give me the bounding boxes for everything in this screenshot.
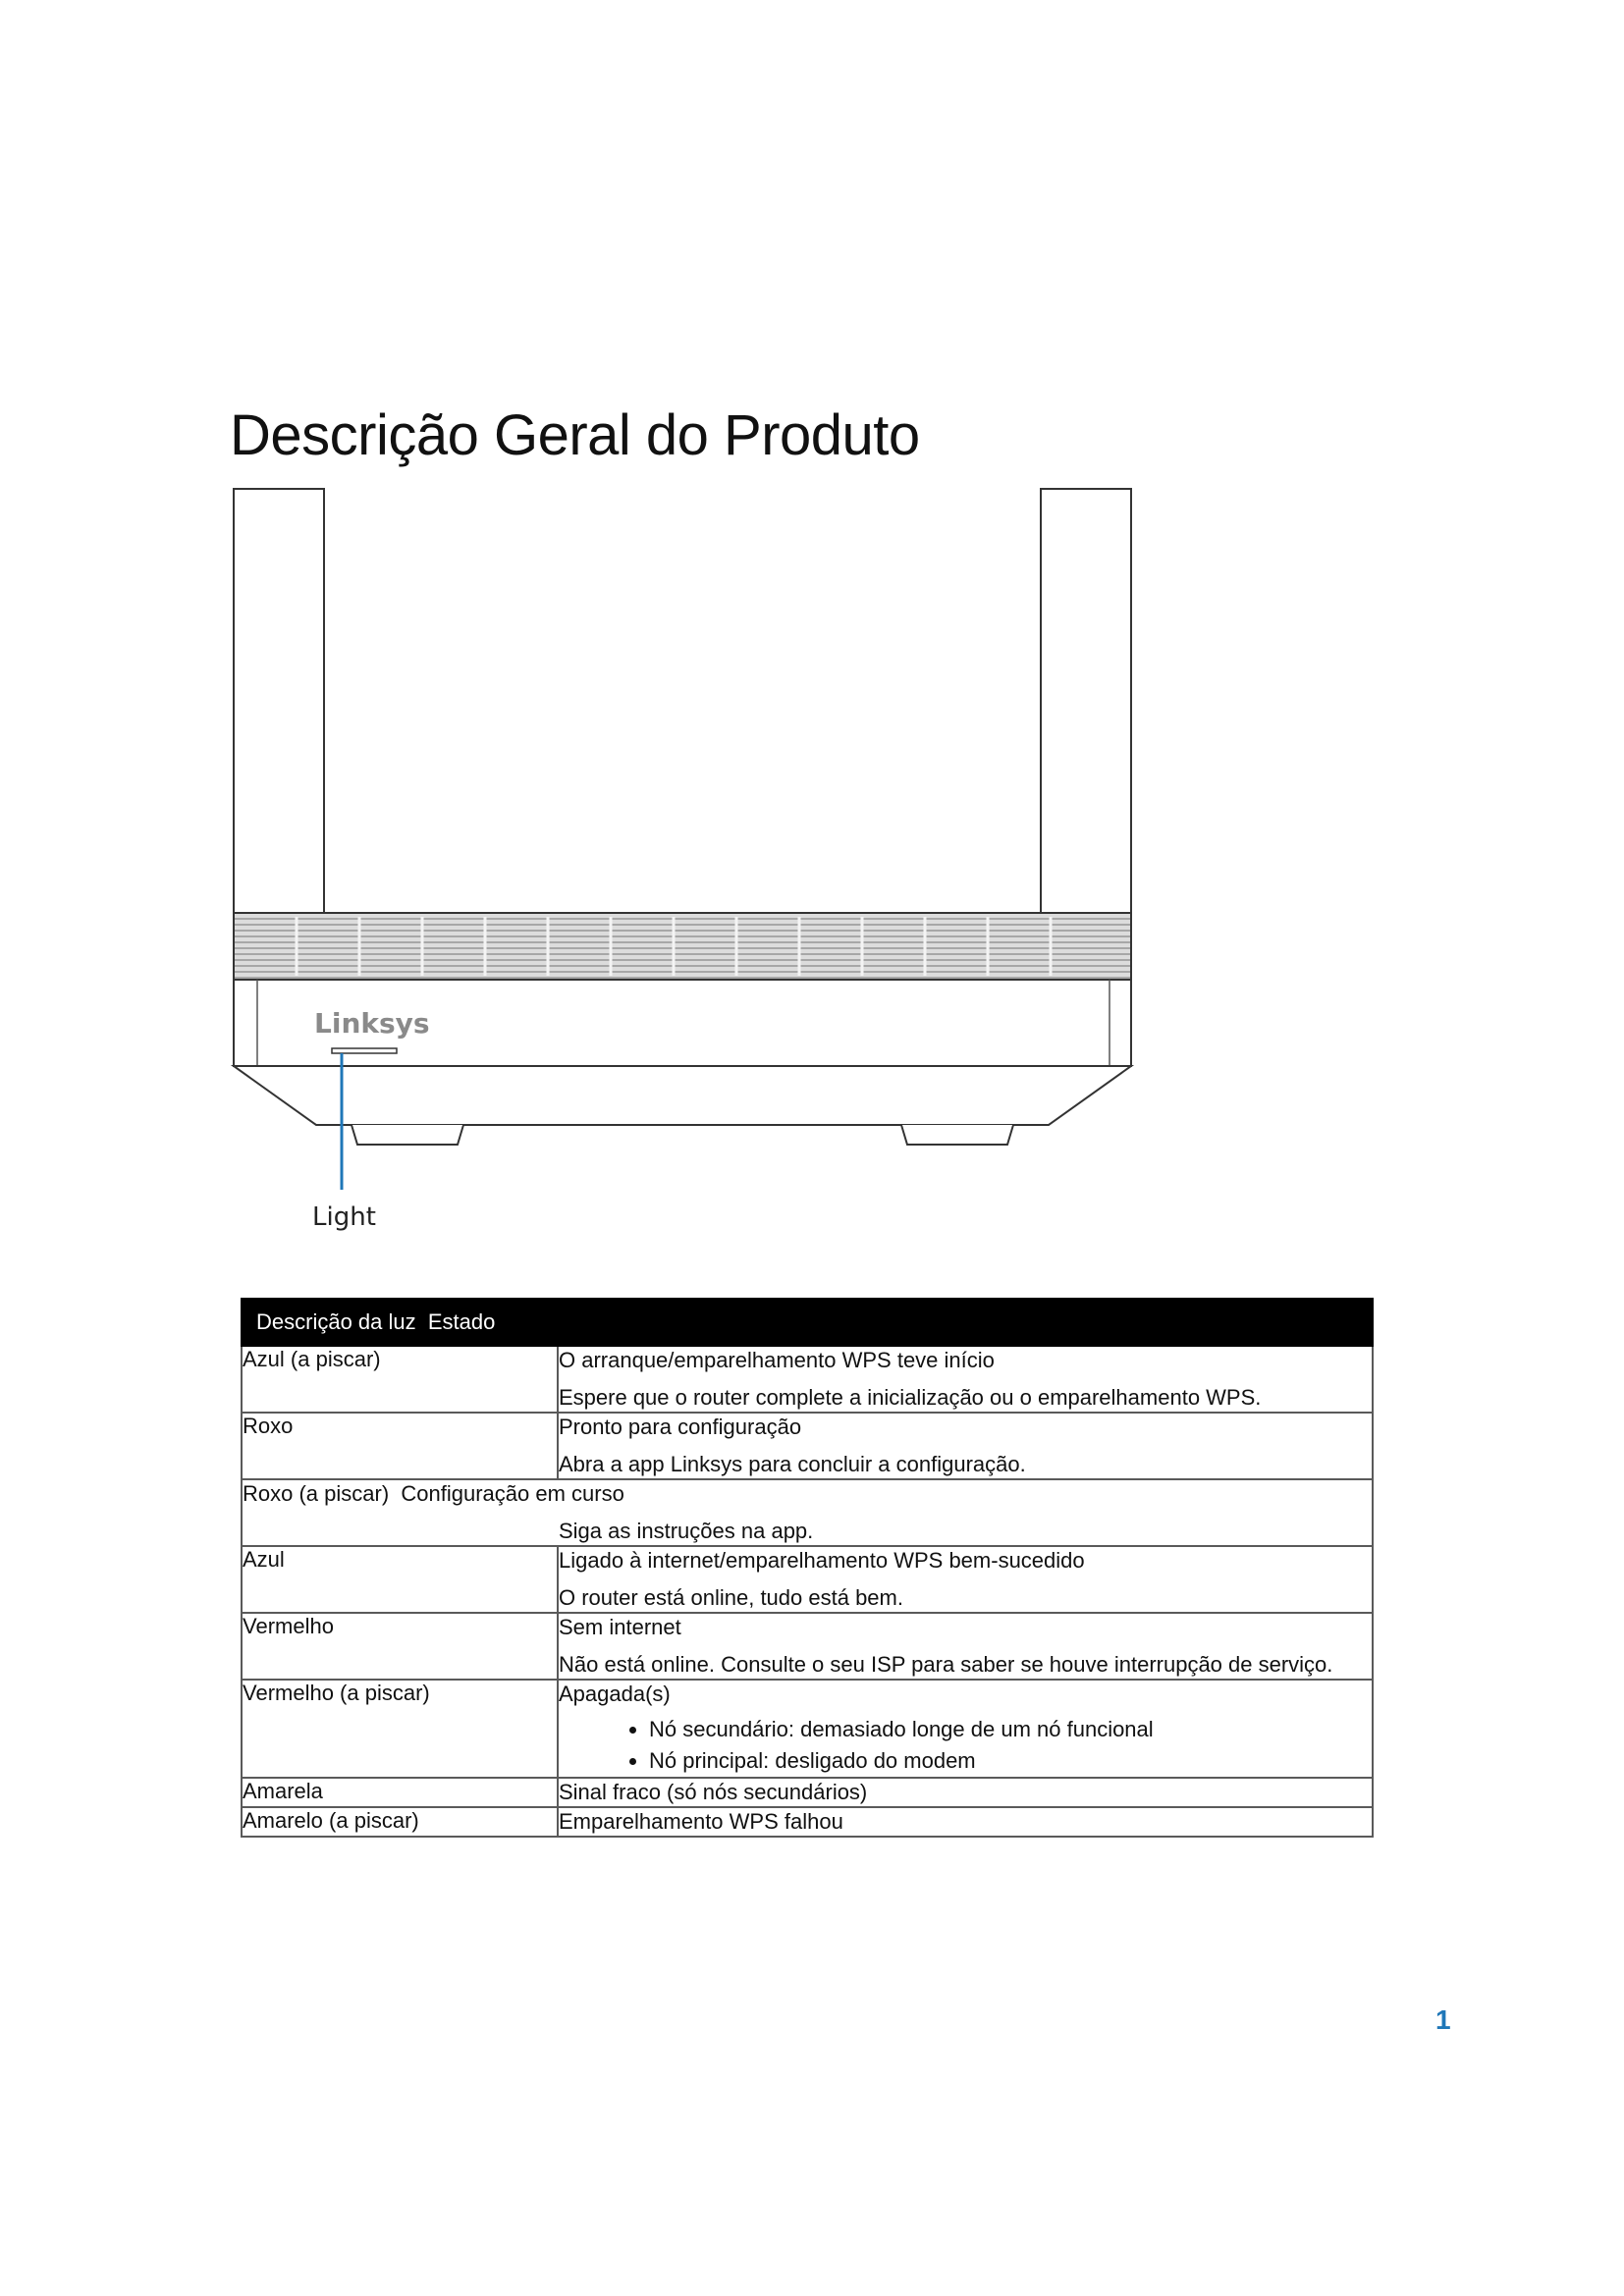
led-light-bar [332, 1048, 397, 1053]
vent-grille [234, 913, 1131, 980]
status-cell [558, 1546, 1373, 1613]
status-text: Ligado à internet/emparelhamento WPS bem-sucedido [559, 1548, 1085, 1573]
status-detail: Espere que o router complete a inicialização ou o emparelhamento WPS. [559, 1385, 1262, 1410]
light-cell: Amarelo (a piscar) [242, 1807, 558, 1837]
merged-cell [242, 1479, 1373, 1546]
table-row [242, 1546, 1373, 1613]
status-cell [558, 1346, 1373, 1413]
router-base [234, 1066, 1131, 1125]
left-antenna [234, 489, 324, 913]
status-cell [558, 1613, 1373, 1680]
status-detail: O router está online, tudo está bem. [559, 1585, 903, 1610]
status-text: O arranque/emparelhamento WPS teve início [559, 1348, 995, 1372]
light-cell: Vermelho [242, 1613, 558, 1680]
page-number: 1 [1435, 2004, 1451, 2035]
light-cell: Vermelho (a piscar) [242, 1680, 558, 1778]
table-row [242, 1613, 1373, 1680]
status-text: Apagada(s) [559, 1682, 671, 1706]
status-cell [558, 1680, 1373, 1778]
left-foot [352, 1125, 463, 1145]
table-header: Descrição da luz Estado [256, 1309, 496, 1334]
status-text: Pronto para configuração [559, 1415, 802, 1439]
status-detail: Siga as instruções na app. [559, 1519, 814, 1543]
status-detail: Não está online. Consulte o seu ISP para saber se houve interrupção de serviço. [559, 1652, 1333, 1677]
status-cell [558, 1778, 1373, 1807]
table-row [242, 1680, 1373, 1778]
status-detail: Abra a app Linksys para concluir a configuração. [559, 1452, 1026, 1476]
right-foot [901, 1125, 1013, 1145]
light-cell: Azul [242, 1546, 558, 1613]
status-text: Emparelhamento WPS falhou [559, 1809, 843, 1834]
list-item: • Nó secundário: demasiado longe de um nó funcional [649, 1714, 1372, 1745]
light-label: Light [312, 1202, 376, 1232]
page-title: Descrição Geral do Produto [230, 403, 920, 467]
list-item: • Nó principal: desligado do modem [649, 1745, 1372, 1777]
status-cell [558, 1807, 1373, 1837]
table-header-row [242, 1299, 1373, 1346]
status-text: Sem internet [559, 1615, 681, 1639]
merged-light-status: Roxo (a piscar) Configuração em curso [243, 1481, 624, 1506]
table-row [242, 1778, 1373, 1807]
table-row [242, 1413, 1373, 1479]
brand-logo: Linksys [314, 1007, 430, 1040]
status-text: Sinal fraco (só nós secundários) [559, 1780, 868, 1804]
status-bullet-list [559, 1714, 1372, 1777]
light-cell: Roxo [242, 1413, 558, 1479]
led-status-table [241, 1298, 1374, 1838]
table-row [242, 1807, 1373, 1837]
table-row [242, 1346, 1373, 1413]
light-cell: Amarela [242, 1778, 558, 1807]
light-cell: Azul (a piscar) [242, 1346, 558, 1413]
right-antenna [1041, 489, 1131, 913]
router-front-illustration [226, 481, 1149, 1247]
status-cell [558, 1413, 1373, 1479]
table-row [242, 1479, 1373, 1546]
